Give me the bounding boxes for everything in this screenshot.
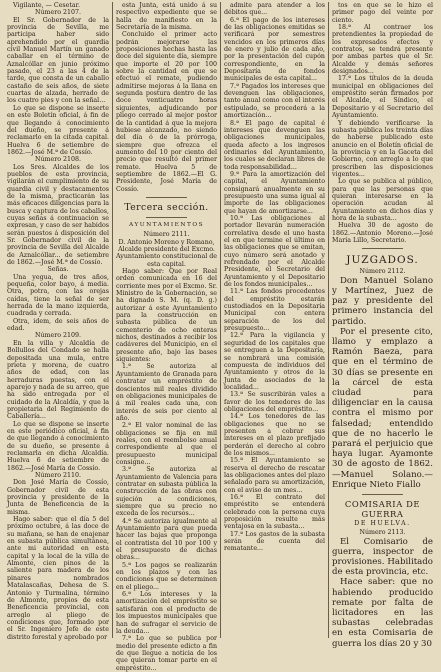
paragraph: esta Junta, está unido á su respectivo expediente que se halla de manifiesto en la Secretaría de la misma. [116,2,217,32]
column-2 [112,2,220,672]
large-notice-block [332,276,433,490]
notice-number: Número 2107. [34,9,82,17]
paragraph: Don José María de Cossío, Gobernador civil de esta provincia y presidente de la Junta de Beneficencia de la misma. [7,479,109,516]
paragraph: En la villa y Alcaldía de Bollullos del Condado se halla depositada una mula, entre prieta y morena, de cuatro años de edad, con las herraduras puestas, con el aparejo y nada de su arreo, que ha sido entregada por el cuidado de la Alcaldía, y que la propietaria del Regimiento de Caballería... [7,339,109,421]
section-divider [146,197,186,198]
paragraph: 3.ª Se autoriza al Ayuntamiento de Valencia para contratar en subasta pública la construcción de las obras con sujeción a condiciones, siempre que su precio no exceda de los recursos... [116,466,217,518]
paragraph: 6.ª Los intereses y la amortización del empréstito se satisfarán con el producto de los impuestos municipales que han de sufragar el servicio de la deuda... [116,591,217,635]
column-4 [328,2,436,649]
paragraph: 10.ª Las obligaciones al portador llevarán numeración correlativa desde el uno hasta el en que termine el último en las obligaciones que se emitan, cuyo número será anotado y refrendado por el Alcalde Presidente, el Secretario del Ayuntamiento y el Depositario de los fondos municipales... [224,214,325,289]
notice-number: Número 2109. [34,332,82,340]
paragraph: Vigilante, — Cesetar. [13,2,80,9]
paragraph: 16.ª El contrato del empréstito se entenderá celebrado con la persona cuya proposición resulte más ventajosa en la subasta... [224,494,325,531]
notice-number: Número 2113. [359,529,406,537]
paragraph: Hago saber: Que por Real orden comunicada en 16 del corriente mes por el Excmo. Sr. Ministro de la Gobernación, se ha dignado S. M. (q. D. g.) autorizar á este Ayuntamiento para la construcción en subasta pública de un cementerio de ocho enteras nichos, destinados á recibir los cadáveres del Municipio, en el presente año, bajo las bases siguientes: [116,268,217,364]
notice-number: D. Antonio Moreno y Romano, Alcalde presidente del Excmo. Ayuntamiento constitucional de esta capital. [116,238,217,268]
paragraph: Concluido el primer acto podrán mejorarse las proposiciones hechas hasta las doce del siguiente día, siempre que importe el 20 por 100 sobre la cantidad en que se efectuó el remate, pudiendo admitirse mejoras á la llana en segunda postura dentro de las doce venticuatro horas siguientes, adjudicando por pliego cerrado al mejor postor de la cantidad á que la mejora hubiese alcanzado, no siendo del día ó de la prórroga, siempre que ofrezca el aumento del 10 por ciento del precio que resultó del primer remate. Huelva 5 de septiembre de 1862.—El G. Presidente, José María de Cossío. [116,31,217,193]
paragraph: Lo que se publica al público, para que las personas que quieran interesarse en la operación acudan al Ayuntamiento en dichos días y hora de la subasta... [332,178,433,222]
paragraph: Y debiendo verificarse la subasta pública los treinta días de haberse publicado este anuncio en el Boletín oficial de la provincia y en la Gaceta del Gobierno, con arreglo a lo que prescriben las disposiciones vigentes... [332,119,433,178]
paragraph: 7.ª Pagados los intereses que devenguen las obligaciones, tanto anual como con el interés estipulado, se procederá a la amortización... [224,82,325,120]
paragraph: 13.ª Se suscribirán vales a favor de los tenedores de las obligaciones del empréstito... [224,391,325,413]
notice-number: Número 2108. [34,156,82,164]
paragraph: admite para atender a los débitos que... [224,2,325,17]
column-1 [4,2,112,641]
notice-paragraph: Hace saber: que no habiendo producido remate por falta de licitadores en las subastas celebradas en esta Comisaria de guerra los días 20 y 30 [332,577,433,649]
paragraph: 18.ª Al contraer los pretendientes la propiedad de los expresados efectos y contratos, se tendrá presente por ambas partes que el Sr. Alcalde y demás señores designados... [332,24,433,76]
paragraph: 4.ª Se autoriza igualmente al Ayuntamiento para que pueda hacer las bajas que proponga el contratista del 10 por 100 y el presupuesto de dichas obras... [116,517,217,562]
notice-number: Número 2111. [143,231,190,239]
paragraph: 9.ª Para la amortización del capital, el Ayuntamiento consignará anualmente en su presupuesto una suma igual al importe de las obligaciones que hayan de amortizarse... [224,170,325,215]
paragraph: Lo que se dispone se inserte en este Boletín oficial, á fin de que llegando á conocimiento del dueño, se presente á reclamarlo en la citada capital. Huelva 6 de setiembre de 1862.—José M.ª de Cossío. [7,104,109,156]
paragraph: Los Sres. Alcaldes de los pueblos de esta provincia, vigilarán el cumplimiento de su guardia civil y destacamentos de la misma, practicarán las más eficaces diligencias para la busca y captura de los caballos, cuyas señas á continuación se expresan, y caso de ser habidos serán puestos á disposición del Sr. Gobernador civil de la provincia de Sevilla del Alcalde de Aznalcóllar... de setiembre de 1862.—José M.ª de Cossío. [7,163,109,267]
paragraph: 7.ª Lo que se publica por medio del presente edicto a fin de que llegue a noticia de los que quieran tomar parte en el empréstito... [116,635,217,672]
paragraph: 15.ª El Ayuntamiento se reserva el derecho de rescatar las obligaciones antes del plazo señalado para su amortización, con el aviso de un mes... [224,457,325,494]
notice-paragraph: Por el presente cito, llamo y emplazo a Ramón Baeza, para que en el término de 30 días se presente en la cárcel de esta ciudad para diligenciar en la causa contra el mismo por falsedad; entendido que de no hacerlo le parará el perjuicio que haya lugar. Ayamonte 30 de agosto de 1862.—Manuel Solano.—Enrique Nieto Fiallo [332,326,433,490]
paragraph: Una yegua, de tres años, pequeña, color bayo, á media. Otra, potra, con las orejas caídas, tiene la señal de ser herrada de la mano izquierda, cuadrada y cerrada. [7,273,109,318]
large-notice-block [332,537,433,649]
section-subheading: DE HUELVA. [354,519,411,527]
section-divider [362,248,402,249]
paragraph: tos en que se le hizo el primer pago del veinte por ciento. [332,2,433,24]
notice-number: Número 2112. [359,268,406,276]
notice-paragraph: El Comisario de guerra, inspector de provisiones. Habilitado de esta provincia, etc. [332,536,433,578]
section-heading: JUZGADOS. [346,254,419,267]
paragraph: 17.ª Los títulos de la deuda municipal en obligaciones del empréstito serán firmados por el Alcalde, el Síndico, el Depositario y el Secretario del Ayuntamiento. [332,75,433,120]
paragraph: Otra, idem, de seis años de edad. [7,317,109,333]
paragraph: El Sr. Gobernador de la provincia de Sevilla, me participa haber sido aprehendido por el guardia civil Manuel Martín un ganado caballar en el término de Aznalcóllar en junio próximo pasado, el 23 a las 4 de la tarde, que consta de un caballo castaño de seis años, de siete cuartas de alzada, herrado de los cuatro pies y con la señal... [7,16,109,105]
section-divider [362,494,402,495]
paragraph: 1.ª Se autoriza al Ayuntamiento de Granada para contratar un empréstito de doscientos mil reales dividido en obligaciones municipales de á mil reales cada una, con interés de seis por ciento al año. [116,363,217,422]
paragraph: 12.ª Para la vigilancia y seguridad de los capitales que se entreguen a la Depositaría, se nombrará una comisión compuesta de individuos del Ayuntamiento y otros de la Junta de asociados de la localidad... [224,332,325,391]
paragraph: Hago saber: que el día 5 del próximo octubre, á las doce de su mañana, se han de enajenar en subasta pública simultánea, ante mi autoridad en esta capital y la local de la villa de Almonte, cien pinos de la saliente para madera de los pinares nombrados Matalascañas, Dehesa de S. Antonio y Turmalina, término de Almonte, propios de esta Beneficencia provincial, con arreglo al pliego de condiciones que, formado por el Sr. Ingeniero Jefe de este distrito forestal y aprobado por [7,516,109,641]
section-heading: COMISARIA DE GUERRA [344,498,421,519]
paragraph: 8.ª El pago de capital é intereses que devenguen las obligaciones municipales, queda afecto a los ingresos ordinarios del Ayuntamiento, los cuales se declaran libres de toda responsabilidad... [224,119,325,171]
notice-number: Señas. [47,266,69,274]
paragraph: Lo que se dispone se inserte en este periódico oficial, á fin de que llegando á conocimiento de su dueño, se presente á reclamarla en dicha Alcaldía. Huelva 6 de setiembre de 1862.—José María de Cossío. [7,420,109,472]
notice-number: Número 2110. [34,472,82,479]
paragraph: 5.ª Los pagos se realizarán en los plazos y con las condiciones que se determinen en el pliego... [116,561,217,591]
paragraph: 6.ª El pago de los intereses de las obligaciones emitidas se verificará por semestres vencidos en los primeros días de enero y julio de cada año, por la presentación del cupón correspondiente, en la Depositaría de fondos municipales de esta capital... [224,16,325,83]
column-3 [220,2,328,638]
section-heading: Tercera sección. [124,201,209,213]
notice-paragraph: Don Manuel Solano y Martínez, Juez de paz y presidente del primero instancia del partido. [332,275,433,327]
paragraph: 2.ª El valor nominal de las obligaciones se fija en mil reales, con el reembolso anual correspondiente al que el presupuesto municipal consigne... [116,422,217,466]
section-divider [146,217,186,218]
paragraph: 14.ª Los tenedores de las obligaciones que no se presenten a cobrar sus intereses en el plazo prefijado perderán el derecho al cobro de los mismos... [224,413,325,457]
paragraph: 17.ª Los gastos de la subasta serán de cuenta del rematante... [224,530,325,553]
subsection-heading: AYUNTAMIENTOS [128,221,205,228]
paragraph: Huelva 30 de agosto de 1862.—Antonio Moreno.—José María Lillo, Secretario. [332,222,433,244]
paragraph: 11.ª Las fondos procedentes del empréstito estarán custodiados en la Depositaría Municipal con entera separación de los del presupuesto... [224,288,325,333]
